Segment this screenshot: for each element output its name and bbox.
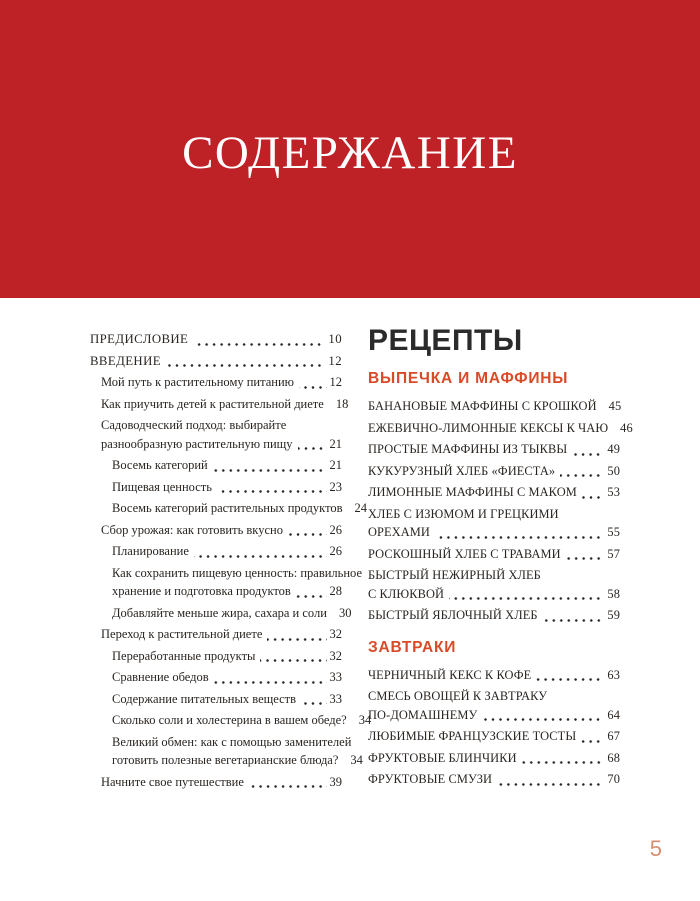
dot-leader xyxy=(260,659,326,662)
dot-leader xyxy=(581,740,604,743)
toc-entry-row xyxy=(112,456,342,475)
section-subheading: ВЫПЕЧКА И МАФФИНЫ xyxy=(368,370,569,387)
dot-leader xyxy=(497,783,604,786)
toc-entry-row xyxy=(101,395,349,414)
dot-leader xyxy=(299,386,327,389)
toc-entry xyxy=(368,462,620,481)
toc-entry-row xyxy=(368,706,620,725)
toc-entry-text: Восемь категорий xyxy=(112,458,208,472)
toc-entry-text: Мой путь к растительному питанию xyxy=(101,375,294,389)
toc-entry-row xyxy=(368,727,620,746)
dot-leader xyxy=(301,702,326,705)
dot-leader xyxy=(613,431,617,434)
dot-leader xyxy=(348,512,352,515)
toc-right-column xyxy=(368,324,633,794)
dot-leader xyxy=(602,410,606,413)
dot-leader xyxy=(214,681,327,684)
dot-leader xyxy=(543,619,605,622)
toc-entry xyxy=(90,499,368,518)
toc-entry-text: готовить полезные вегетарианские блюда? xyxy=(112,753,339,767)
toc-entry-page: 12 xyxy=(329,375,342,389)
toc-entry xyxy=(368,419,633,438)
toc-entry-row xyxy=(101,373,342,392)
toc-entry-row xyxy=(112,542,342,561)
toc-entry-page: 58 xyxy=(607,586,620,601)
toc-entry xyxy=(90,330,342,349)
toc-entry-text: ЛИМОННЫЕ МАФФИНЫ С МАКОМ xyxy=(368,485,577,499)
toc-content xyxy=(0,298,700,794)
recipes-section xyxy=(368,370,633,625)
toc-entry-text: СМЕСЬ ОВОЩЕЙ К ЗАВТРАКУ xyxy=(368,689,548,703)
toc-entry-row xyxy=(112,499,368,518)
toc-entry-page: 45 xyxy=(608,399,622,413)
recipes-heading: РЕЦЕПТЫ xyxy=(368,324,523,357)
toc-entry-text: Сбор урожая: как готовить вкусно xyxy=(101,522,283,537)
toc-entry-text: ВВЕДЕНИЕ xyxy=(90,353,161,368)
toc-entry xyxy=(90,647,342,666)
toc-entry-text: ХЛЕБ С ИЗЮМОМ И ГРЕЦКИМИ xyxy=(368,506,559,521)
toc-entry-text: ПРОСТЫЕ МАФФИНЫ ИЗ ТЫКВЫ xyxy=(368,442,568,456)
toc-entry-page: 34 xyxy=(358,713,372,727)
toc-entry-text: Сравнение обедов xyxy=(112,670,209,684)
toc-entry-row xyxy=(368,483,620,502)
toc-entry-page: 63 xyxy=(607,667,620,682)
dot-leader xyxy=(582,496,605,499)
toc-entry xyxy=(90,456,342,475)
toc-entry-page: 18 xyxy=(335,396,349,411)
toc-entry-row xyxy=(368,545,620,564)
toc-entry xyxy=(90,625,342,644)
toc-entry-text: Переработанные продукты xyxy=(112,648,256,663)
toc-entry-page: 33 xyxy=(329,691,342,706)
toc-entry-page: 30 xyxy=(338,605,352,620)
toc-entry-page: 32 xyxy=(329,627,342,641)
dot-leader xyxy=(572,453,604,456)
toc-entry-row xyxy=(368,770,620,789)
dot-leader xyxy=(449,597,604,600)
header-band xyxy=(0,0,700,298)
toc-entry-page: 10 xyxy=(328,332,342,346)
toc-entry-row xyxy=(112,604,352,623)
toc-entry-row xyxy=(112,751,363,770)
dot-leader xyxy=(329,407,333,410)
toc-entry-text: БАНАНОВЫЕ МАФФИНЫ С КРОШКОЙ xyxy=(368,399,597,413)
toc-entry xyxy=(368,770,620,789)
toc-entry xyxy=(90,564,363,601)
toc-entry-page: 33 xyxy=(329,670,342,684)
toc-entry-text: ПО-ДОМАШНЕМУ xyxy=(368,707,478,722)
toc-entry-page: 12 xyxy=(328,353,342,368)
toc-entry xyxy=(90,542,342,561)
toc-entry-page: 46 xyxy=(620,420,633,435)
dot-leader xyxy=(296,595,327,598)
toc-entry-page: 24 xyxy=(354,501,368,515)
dot-leader xyxy=(332,616,336,619)
toc-entry-row xyxy=(368,749,620,768)
toc-entry xyxy=(368,666,620,685)
toc-entry-page: 49 xyxy=(607,442,620,456)
toc-entry xyxy=(90,352,342,371)
page-title: СОДЕРЖАНИЕ xyxy=(182,127,518,179)
toc-entry-row xyxy=(368,462,620,481)
dot-leader xyxy=(217,490,327,493)
toc-entry-page: 28 xyxy=(329,584,342,598)
recipes-sections xyxy=(368,370,633,789)
toc-entry-text: Начните свое путешествие xyxy=(101,774,244,789)
toc-entry-page: 26 xyxy=(329,544,342,558)
toc-entry-page: 67 xyxy=(607,729,620,743)
toc-entry-row xyxy=(112,647,342,666)
toc-entry-text: Сколько соли и холестерина в вашем обеде? xyxy=(112,713,347,727)
toc-entry-row xyxy=(368,606,620,625)
toc-entry xyxy=(368,749,620,768)
dot-leader xyxy=(194,555,327,558)
toc-entry xyxy=(90,373,342,392)
toc-entry-row xyxy=(112,478,342,497)
toc-entry-row xyxy=(101,521,342,540)
toc-entry xyxy=(90,773,342,792)
toc-entry-row xyxy=(368,585,620,604)
toc-entry-text: РОСКОШНЫЙ ХЛЕБ С ТРАВАМИ xyxy=(368,546,561,561)
toc-entry xyxy=(368,483,620,502)
toc-entry-page: 26 xyxy=(329,522,342,537)
toc-entry xyxy=(90,668,342,687)
toc-entry xyxy=(368,687,620,724)
toc-entry-page: 57 xyxy=(607,546,620,561)
toc-entry-row xyxy=(368,397,620,416)
dot-leader xyxy=(213,469,327,472)
toc-entry-page: 21 xyxy=(329,458,342,472)
toc-entry xyxy=(368,505,620,542)
toc-entry xyxy=(90,690,342,709)
toc-entry-page: 21 xyxy=(329,436,342,451)
dot-leader xyxy=(536,678,604,681)
toc-entry-page: 34 xyxy=(350,753,363,767)
toc-entry-page: 39 xyxy=(329,774,342,789)
toc-entry-text: ЧЕРНИЧНЫЙ КЕКС К КОФЕ xyxy=(368,667,532,682)
dot-leader xyxy=(352,724,356,727)
toc-entry-row xyxy=(90,330,342,349)
toc-entry-page: 70 xyxy=(607,772,620,786)
toc-left-column xyxy=(90,328,372,794)
toc-entry xyxy=(368,397,620,416)
toc-entry-text: ОРЕХАМИ xyxy=(368,525,430,539)
dot-leader xyxy=(435,536,604,539)
dot-leader xyxy=(193,343,325,346)
dot-leader xyxy=(522,761,605,764)
toc-entry xyxy=(90,395,349,414)
toc-entry-text: БЫСТРЫЙ НЕЖИРНЫЙ ХЛЕБ xyxy=(368,568,541,582)
toc-entry-text: ЛЮБИМЫЕ ФРАНЦУЗСКИЕ ТОСТЫ xyxy=(368,729,577,743)
dot-leader xyxy=(249,785,327,788)
toc-entry xyxy=(368,606,620,625)
toc-entry-text: БЫСТРЫЙ ЯБЛОЧНЫЙ ХЛЕБ xyxy=(368,608,538,622)
dot-leader xyxy=(166,364,325,367)
toc-entry-text: ПРЕДИСЛОВИЕ xyxy=(90,332,189,346)
toc-entry xyxy=(368,440,620,459)
toc-entry-text: Как сохранить пищевую ценность: правильное xyxy=(112,565,363,580)
toc-entry-text: Добавляйте меньше жира, сахара и соли xyxy=(112,605,327,620)
toc-entry-page: 55 xyxy=(607,525,620,539)
toc-entry-text: Планирование xyxy=(112,544,189,558)
toc-entry-page: 64 xyxy=(607,707,620,722)
toc-entry-page: 59 xyxy=(607,608,620,622)
toc-entry-row xyxy=(368,440,620,459)
toc-entry-text: хранение и подготовка продуктов xyxy=(112,584,291,598)
toc-entry-page: 32 xyxy=(329,648,342,663)
toc-entry-text: КУКУРУЗНЫЙ ХЛЕБ «ФИЕСТА» xyxy=(368,463,556,478)
toc-entry xyxy=(90,604,352,623)
toc-entry-text: Содержание питательных веществ xyxy=(112,691,297,706)
toc-entry-text: Как приучить детей к растительной диете xyxy=(101,396,324,411)
dot-leader xyxy=(482,718,604,721)
toc-entry-row xyxy=(112,711,372,730)
toc-entry-row xyxy=(368,523,620,542)
toc-entry xyxy=(90,478,342,497)
toc-entry-text: ФРУКТОВЫЕ СМУЗИ xyxy=(368,772,493,786)
toc-entry xyxy=(368,566,620,603)
dot-leader xyxy=(343,764,347,767)
section-subheading: ЗАВТРАКИ xyxy=(368,638,457,656)
dot-leader xyxy=(298,447,327,450)
toc-entry-text: Пищевая ценность xyxy=(112,479,212,494)
toc-entry-text: ЕЖЕВИЧНО-ЛИМОННЫЕ КЕКСЫ К ЧАЮ xyxy=(368,420,609,435)
toc-entry-row xyxy=(368,666,620,685)
toc-entry-text: Переход к растительной диете xyxy=(101,627,263,641)
toc-entry-text: Великий обмен: как с помощью заменителей xyxy=(112,734,352,749)
toc-entry-text: Садоводческий подход: выбирайте xyxy=(101,418,287,432)
dot-leader xyxy=(560,474,604,477)
toc-entry-text: Восемь категорий растительных продуктов xyxy=(112,501,343,515)
toc-entry-row xyxy=(112,690,342,709)
dot-leader xyxy=(288,533,327,536)
toc-entry-text: разнообразную растительную пищу xyxy=(101,436,293,451)
toc-entry-text: С КЛЮКВОЙ xyxy=(368,586,445,601)
recipes-section xyxy=(368,639,620,789)
toc-entry xyxy=(90,521,342,540)
dot-leader xyxy=(267,638,326,641)
toc-entry-row xyxy=(112,668,342,687)
toc-entry-row xyxy=(90,352,342,371)
toc-entry xyxy=(90,733,363,770)
dot-leader xyxy=(566,557,605,560)
toc-entry-page: 53 xyxy=(607,485,620,499)
toc-entry-row xyxy=(112,582,342,601)
toc-entry-row xyxy=(368,419,633,438)
toc-entry xyxy=(90,416,342,453)
toc-entry xyxy=(368,727,620,746)
toc-entry-text: ФРУКТОВЫЕ БЛИНЧИКИ xyxy=(368,750,517,765)
toc-entry-row xyxy=(101,435,342,454)
toc-entry-page: 23 xyxy=(329,479,342,494)
toc-entry-page: 68 xyxy=(607,750,620,765)
toc-entry-row xyxy=(101,773,342,792)
toc-entry-page: 50 xyxy=(607,463,620,478)
toc-entry xyxy=(368,545,620,564)
toc-entry-row xyxy=(101,625,342,644)
toc-entry xyxy=(90,711,372,730)
page-number: 5 xyxy=(649,836,662,861)
